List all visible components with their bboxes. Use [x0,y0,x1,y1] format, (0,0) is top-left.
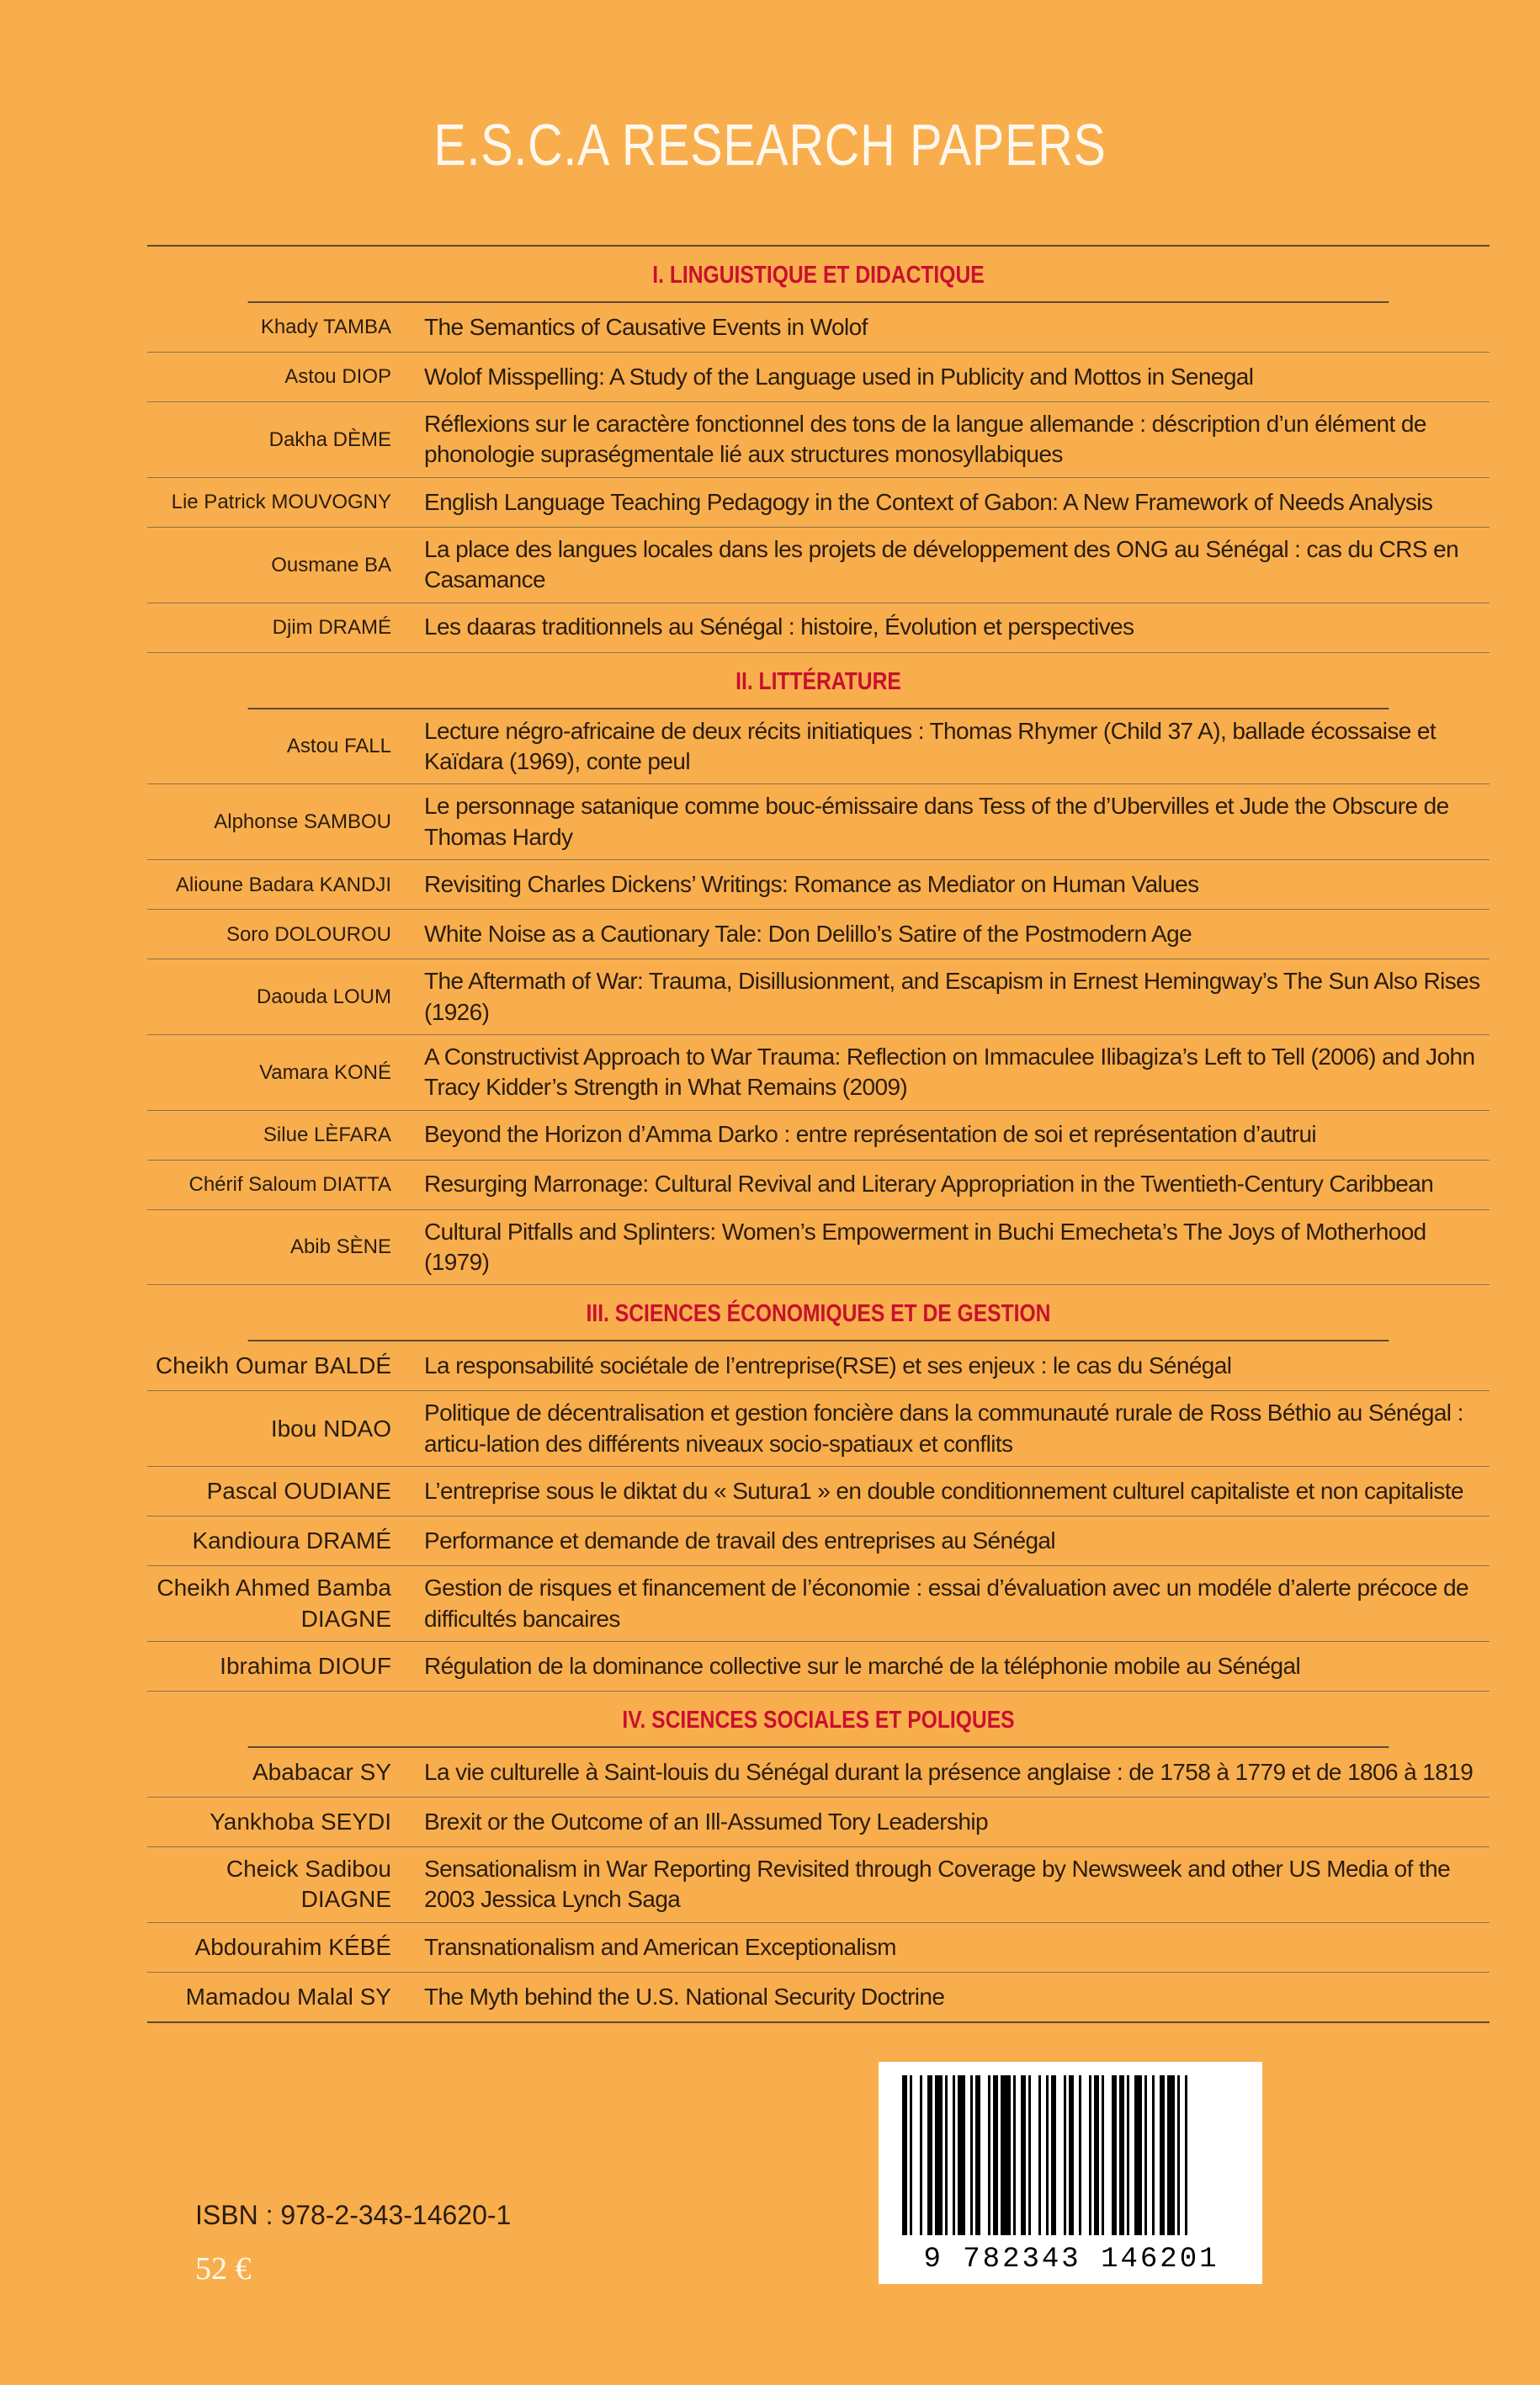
author-name: Djim DRAMÉ [272,615,391,639]
barcode-bar [1089,2075,1091,2235]
paper-title: The Myth behind the U.S. National Security Doctrine [424,1983,945,2010]
author-name: Cheikh Ahmed Bamba DIAGNE [157,1575,391,1632]
author-name: Cheick Sadibou DIAGNE [226,1856,391,1913]
toc-row [147,1161,1490,1210]
barcode-bar [1134,2075,1142,2235]
toc-row [147,1517,1490,1566]
toc-row [147,1035,1490,1111]
paper-title: English Language Teaching Pedagogy in the Context of Gabon: A New Framework of Needs Analysis [424,488,1433,515]
author-name: Ibou NDAO [270,1415,391,1442]
toc-row [147,1798,1490,1847]
paper-title: Transnationalism and American Exceptionalism [424,1933,896,1960]
paper-title: Wolof Misspelling: A Study of the Language used in Publicity and Mottos in Senegal [424,363,1254,390]
barcode-bar [970,2075,973,2235]
paper-title: La responsabilité sociétale de l’entreprise(RSE) et ses enjeux : le cas du Sénégal [424,1352,1232,1379]
author-name: Cheikh Oumar BALDÉ [155,1352,391,1379]
toc-row [147,1923,1490,1973]
barcode-bars [899,2075,1244,2235]
author-name: Abdourahim KÉBÉ [194,1933,391,1960]
barcode-bar [1079,2075,1081,2235]
paper-title: Les daaras traditionnels au Sénégal : histoire, Évolution et perspectives [424,614,1134,640]
barcode-bar [1028,2075,1031,2235]
paper-title: Le personnage satanique comme bouc-émissaire dans Tess of the d’Ubervilles et Jude the Obscure de Thomas Hardy [424,793,1449,850]
author-name: Astou DIOP [284,365,391,389]
paper-title: Lecture négro-africaine de deux récits initiatiques : Thomas Rhymer (Child 37 A), ballade écossaise et Kaïdara (1969), conte peul [424,717,1436,774]
toc-row [147,1111,1490,1161]
barcode [879,2062,1262,2284]
paper-title: The Aftermath of War: Trauma, Disillusionment, and Escapism in Ernest Hemingway’s The Sun Also Rises (1926) [424,968,1480,1025]
author-name: Soro DOLOUROU [226,922,391,946]
author-name: Khady TAMBA [260,316,391,339]
toc-row [147,1210,1490,1286]
toc-row [147,959,1490,1035]
paper-title: Régulation de la dominance collective sur le marché de la téléphonie mobile au Sénégal [424,1652,1301,1679]
paper-title: La vie culturelle à Saint-louis du Sénégal durant la présence anglaise : de 1758 à 1779 et de 1806 à 1819 [424,1758,1474,1785]
author-name: Mamadou Malal SY [185,1983,391,2010]
barcode-bar [935,2075,943,2235]
author-name: Yankhoba SEYDI [210,1808,391,1835]
paper-title: Réflexions sur le caractère fonctionnel des tons de la langue allemande : déscription d’un élément de phonologie supraségmentale lié aux structures monosyllabiques [424,411,1426,468]
toc-row [147,402,1490,478]
author-name: Dakha DÈME [268,428,391,451]
paper-title: Performance et demande de travail des entreprises au Sénégal [424,1527,1056,1554]
cover-title: E.S.C.A RESEARCH PAPERS [433,112,1107,178]
author-name: Silue LÈFARA [263,1123,391,1147]
toc-row [147,303,1490,353]
author-name: Alphonse SAMBOU [214,810,391,834]
barcode-bar [958,2075,965,2235]
paper-title: Beyond the Horizon d’Amma Darko : entre représentation de soi et représentation d’autrui [424,1121,1317,1148]
toc-row [147,1642,1490,1692]
author-name: Abib SÈNE [289,1235,391,1259]
barcode-bar [1152,2075,1155,2235]
price-text: 52 € [195,2251,252,2287]
toc-row [147,1847,1490,1923]
barcode-bar [988,2075,990,2235]
toc-row [147,1973,1490,2021]
author-name: Astou FALL [286,735,391,758]
toc-row [147,709,1490,785]
author-name: Vamara KONÉ [259,1060,391,1084]
paper-title: La place des langues locales dans les projets de développement des ONG au Sénégal : cas du CRS en Casamance [424,535,1459,593]
toc-row [147,860,1490,910]
section-heading: II. LITTÉRATURE [248,653,1389,709]
barcode-bar [902,2075,907,2235]
barcode-bar [945,2075,948,2235]
toc-row [147,1748,1490,1798]
table-of-contents [147,245,1490,2023]
barcode-bar [953,2075,955,2235]
barcode-bar [1127,2075,1129,2235]
toc-row [147,910,1490,959]
author-name: Pascal OUDIANE [206,1478,391,1505]
paper-title: Brexit or the Outcome of an Ill-Assumed Tory Leadership [424,1808,988,1835]
section-heading: III. SCIENCES ÉCONOMIQUES ET DE GESTION [248,1285,1389,1341]
barcode-bar [1160,2075,1165,2235]
section-heading: I. LINGUISTIQUE ET DIDACTIQUE [248,247,1389,303]
barcode-bar [1167,2075,1175,2235]
barcode-bar [1038,2075,1041,2235]
author-name: Daouda LOUM [256,985,391,1008]
isbn-text: ISBN : 978-2-343-14620-1 [195,2200,512,2230]
paper-title: L’entreprise sous le diktat du « Sutura1 » en double conditionnement culturel capitaliste et non capitaliste [424,1478,1463,1505]
barcode-bar [1112,2075,1117,2235]
paper-title: A Constructivist Approach to War Trauma: Reflection on Immaculee Ilibagiza’s Left to Tell (2006) and John Tracy Kidder’s Strength in What Remains (2009) [424,1043,1475,1101]
barcode-bar [927,2075,932,2235]
toc-row [147,528,1490,603]
paper-title: Gestion de risques et financement de l’économie : essai d’évaluation avec un modéle d’alerte précoce de difficultés bancaires [424,1575,1468,1632]
barcode-bar [1064,2075,1066,2235]
barcode-bar [1144,2075,1147,2235]
author-name: Ibrahima DIOUF [220,1652,391,1679]
barcode-bar [1102,2075,1104,2235]
paper-title: White Noise as a Cautionary Tale: Don Delillo’s Satire of the Postmodern Age [424,920,1192,947]
paper-title: Revisiting Charles Dickens’ Writings: Romance as Mediator on Human Values [424,870,1199,897]
section-heading: IV. SCIENCES SOCIALES ET POLIQUES [248,1692,1389,1748]
paper-title: Cultural Pitfalls and Splinters: Women’s Empowerment in Buchi Emecheta’s The Joys of Motherhood (1979) [424,1218,1426,1276]
barcode-bar [993,2075,998,2235]
toc-row [147,478,1490,528]
author-name: Ousmane BA [271,553,391,576]
barcode-bar [1046,2075,1049,2235]
author-name: Ababacar SY [252,1758,391,1785]
barcode-bar [1185,2075,1187,2235]
toc-row [147,353,1490,402]
toc-row [147,1566,1490,1642]
author-name: Alioune Badara KANDJI [175,873,391,896]
author-name: Chérif Saloum DIATTA [189,1173,391,1197]
paper-title: Sensationalism in War Reporting Revisited through Coverage by Newsweek and other US Media of the 2003 Jessica Lynch Saga [424,1856,1451,1913]
barcode-bar [1094,2075,1099,2235]
barcode-bar [920,2075,922,2235]
barcode-bar [1021,2075,1026,2235]
barcode-bar [1051,2075,1056,2235]
toc-row [147,1391,1490,1467]
barcode-bar [1069,2075,1074,2235]
paper-title: Resurging Marronage: Cultural Revival and Literary Appropriation in the Twentieth-Century Caribbean [424,1171,1434,1198]
barcode-bar [1001,2075,1011,2235]
toc-row [147,1467,1490,1517]
barcode-bar [910,2075,912,2235]
author-name: Lie Patrick MOUVOGNY [171,491,391,514]
author-name: Kandioura DRAMÉ [192,1527,391,1554]
toc-row [147,603,1490,653]
toc-row [147,784,1490,860]
barcode-bar [975,2075,980,2235]
toc-row [147,1341,1490,1391]
barcode-bar [1013,2075,1016,2235]
barcode-digits: 9 782343 146201 [923,2244,1219,2276]
paper-title: Politique de décentralisation et gestion foncière dans la communauté rurale de Ross Béthio au Sénégal : articu-lation des différents niveaux socio-spatiaux et conflits [424,1400,1463,1457]
barcode-bar [1119,2075,1124,2235]
paper-title: The Semantics of Causative Events in Wolof [424,313,868,340]
barcode-bar [1177,2075,1180,2235]
